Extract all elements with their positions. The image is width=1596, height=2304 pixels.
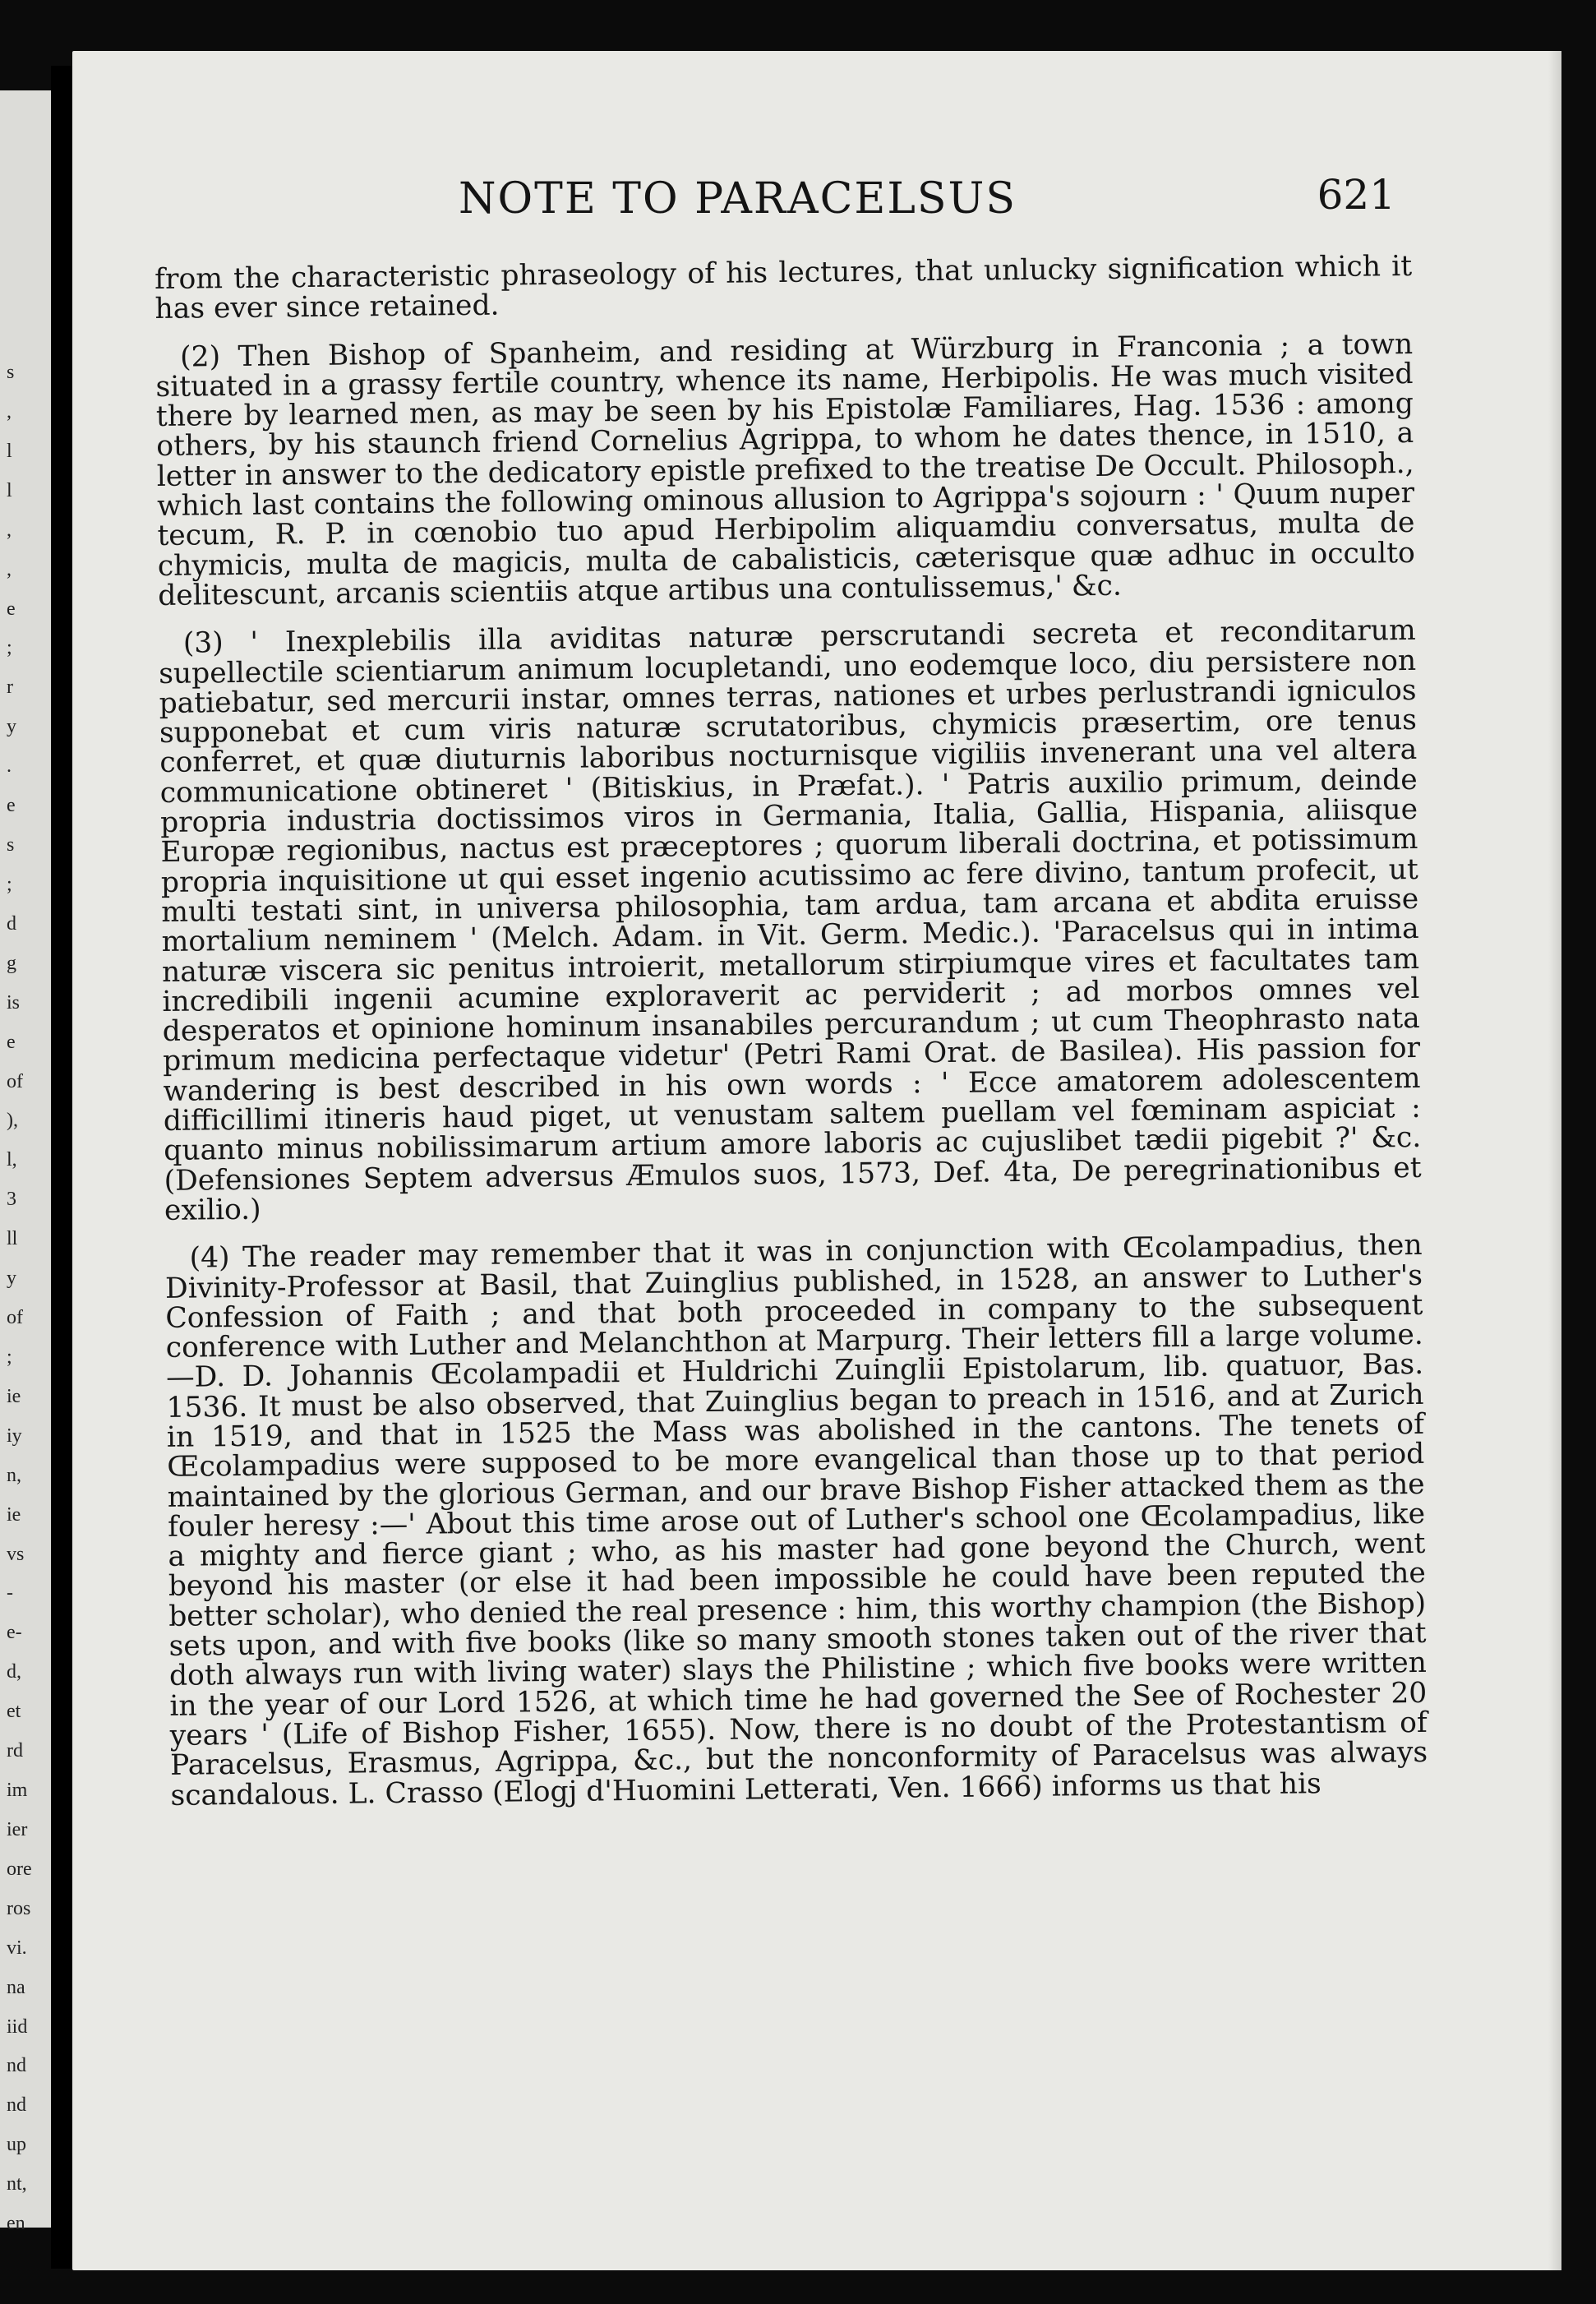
running-head: NOTE TO PARACELSUS (459, 174, 1017, 224)
margin-fragment: en (7, 2213, 25, 2234)
margin-fragment: iid (7, 2016, 28, 2038)
note-paragraph-4: (4) The reader may remember that it was in conjunction with Œcolampadius, then Divinity-Professor at Basil, that Zuinglius published, in 1528, an answer to Luther's Confession of Faith ; and that both proceeded in company to the subsequent conference with Luther and Melanchthon at Marpurg. Their letters fill a large volume.—D. D. Johannis Œcolampadii et Huldrichi Zuinglii Epistolarum, lib. quatuor, Bas. 1536. It must be also observed, that Zuinglius began to preach in 1516, and at Zurich in 1519, and that in 1525 the Mass was abolished in the cantons. The tenets of Œcolampadius were supposed to be more evangelical than those up to that period maintained by the glorious German, and our brave Bishop Fisher attacked them as the fouler heresy :—' About this time arose out of Luther's school one Œcolampadius, like a mighty and fierce giant ; who, as his master had gone beyond the Church, went beyond his master (or else it had been impossible he could have been reputed the better scholar), who denied the real presence : him, this worthy champion (the Bishop) sets upon, and with five books (like so many smooth stones taken out of the river that doth always run with living water) slays the Philistine ; which five books were written in the year of our Lord 1526, at which time he had governed the See of Rochester 20 years ' (Life of Bishop Fisher, 1655). Now, there is no doubt of the Protestantism of Paracelsus, Erasmus, Agrippa, &c., but the nonconformity of Paracelsus was always scandalous. L. Crasso (Elogj d'Huomini Letterati, Ven. 1666) informs us that his (164, 1229, 1428, 1812)
margin-fragment: s (7, 362, 15, 383)
margin-fragment: l (7, 441, 12, 462)
margin-fragment: ll (7, 1228, 18, 1249)
margin-fragment: im (7, 1780, 28, 1801)
paragraph-continuation: from the characteristic phraseology of his lectures, that unlucky signification which it has ever since retained. (154, 249, 1413, 326)
margin-fragment: n, (7, 1465, 21, 1486)
margin-fragment: na (7, 1977, 25, 1998)
margin-fragment: ore (7, 1858, 32, 1880)
body-text (154, 249, 1428, 1812)
margin-fragment: ; (7, 637, 12, 658)
margin-fragment: g (7, 953, 16, 974)
margin-fragment: d, (7, 1661, 21, 1683)
margin-fragment: - (7, 1582, 13, 1604)
margin-fragment: e (7, 795, 16, 816)
note-paragraph-3: (3) ' Inexplebilis illa aviditas naturæ perscrutandi secreta et reconditarum supellectile scientiarum animum locupletandi, uno eodemque loco, diu persistere non patiebatur, sed mercurii instar, omnes terras, nationes et urbes perlustrandi igniculos supponebat et cum viris naturæ scrutatoribus, chymicis præsertim, ore tenus conferret, et quæ diuturnis laboribus nocturnisque vigiliis invenerant una vel altera communicatione obtineret ' (Bitiskius, in Præfat.). ' Patris auxilio primum, deinde propria industria doctissimos viros in Germania, Italia, Gallia, Hispania, aliisque Europæ regionibus, nactus est præceptores ; quorum liberali doctrina, et potissimum propria inquisitione ut qui esset ingenio acutissimo ac fere divino, tantum profecit, ut multi testati sint, in universa philosophia, tam ardua, tam arcana et abdita eruisse mortalium neminem ' (Melch. Adam. in Vit. Germ. Medic.). 'Paracelsus qui in intima naturæ viscera sic penitus introierit, metallorum stirpiumque vires et facultates tam incredibili ingenii acumine exploraverit ac perviderit ; ad morbos omnes vel desperatos et opinione hominum insanabiles percurandum ; ut cum Theophrasto nata primum medicina perfectaque videtur' (Petri Rami Orat. de Basilea). His passion for wandering is best described in his own words : ' Ecce amatorem adolescentem difficillimi itineris haud piget, ut venustam saltem puellam vel fœminam aspiciat : quanto minus nobilissimarum artium amore laboris ac cujuslibet tædii pigebit ?' &c. (Defensiones Septem adversus Æmulos suos, 1573, Def. 4ta, De peregrinationibus et exilio.) (159, 614, 1422, 1227)
margin-fragment: e (7, 1032, 16, 1053)
margin-fragment: e- (7, 1622, 22, 1643)
page-header (163, 171, 1395, 240)
margin-fragment: et (7, 1701, 21, 1722)
margin-fragment: 3 (7, 1189, 16, 1210)
margin-fragment: ie (7, 1386, 21, 1407)
margin-fragment: . (7, 755, 12, 777)
margin-fragment: is (7, 992, 21, 1013)
margin-fragment: of (7, 1071, 23, 1092)
margin-fragment: vs (7, 1544, 25, 1565)
book-page (72, 51, 1561, 2270)
margin-fragment: y (7, 716, 16, 737)
margin-fragment: , (7, 401, 12, 422)
margin-fragment: l, (7, 1149, 17, 1170)
margin-fragment: y (7, 1267, 16, 1289)
book-spine (51, 66, 72, 2269)
margin-fragment: of (7, 1307, 23, 1328)
margin-fragment: rd (7, 1740, 23, 1761)
margin-fragment: , (7, 519, 12, 541)
margin-fragment: ie (7, 1504, 21, 1526)
adjacent-page-margin-text (0, 362, 49, 2252)
margin-fragment: ), (7, 1110, 18, 1131)
margin-fragment: vi. (7, 1937, 27, 1959)
margin-fragment: ; (7, 1346, 12, 1368)
margin-fragment: up (7, 2134, 26, 2155)
margin-fragment: e (7, 598, 16, 620)
adjacent-left-page (0, 90, 51, 2234)
margin-fragment: iy (7, 1425, 22, 1447)
page-number: 621 (1317, 171, 1395, 219)
margin-fragment: ; (7, 874, 12, 895)
margin-fragment: l (7, 480, 12, 501)
margin-fragment: r (7, 676, 13, 698)
margin-fragment: , (7, 559, 12, 580)
margin-fragment: d (7, 913, 16, 935)
page-edge-shadow (1548, 51, 1561, 2270)
margin-fragment: ros (7, 1898, 31, 1919)
margin-fragment: nt, (7, 2173, 27, 2195)
note-paragraph-2: (2) Then Bishop of Spanheim, and residing at Würzburg in Franconia ; a town situated in a grassy fertile country, whence its name, Herbipolis. He was much visited there by learned men, as may be seen by his Epistolæ Familiares, Hag. 1536 : among others, by his staunch friend Cornelius Agrippa, to whom he dates thence, in 1510, a letter in answer to the dedicatory epistle prefixed to the treatise De Occult. Philosoph., which last contains the following ominous allusion to Agrippa's sojourn : ' Quum nuper tecum, R. P. in cœnobio tuo apud Herbipolim aliquamdiu conversatus, multa de chymicis, multa de magicis, multa de cabalisticis, cæterisque quæ adhuc in occulto delitescunt, arcanis scientiis atque artibus una contulissemus,' &c. (155, 327, 1415, 612)
margin-fragment: ier (7, 1819, 28, 1840)
margin-fragment: nd (7, 2055, 26, 2076)
margin-fragment: nd (7, 2094, 26, 2116)
margin-fragment: s (7, 834, 15, 856)
